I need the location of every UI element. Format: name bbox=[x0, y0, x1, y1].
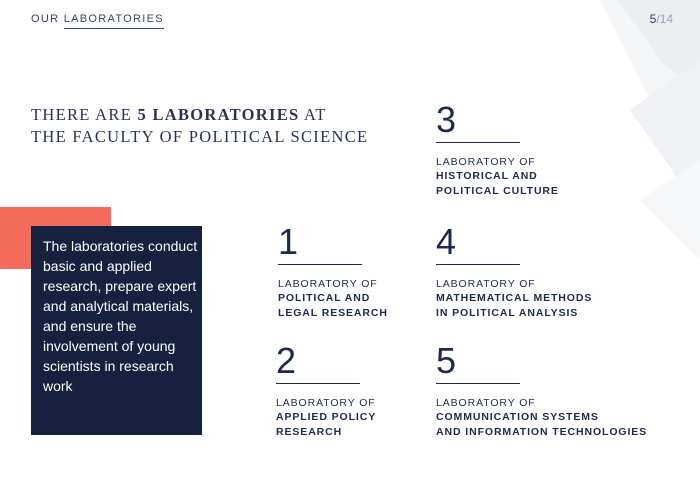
headline bbox=[31, 104, 411, 148]
lab-number: 3 bbox=[436, 99, 457, 140]
page-indicator bbox=[650, 12, 673, 26]
lab-4 bbox=[436, 222, 592, 321]
lab-number: 4 bbox=[436, 221, 457, 262]
lab-prefix: LABORATORY OF bbox=[278, 278, 378, 290]
headline-part1: THERE ARE bbox=[31, 105, 138, 124]
headline-line2: THE FACULTY OF POLITICAL SCIENCE bbox=[31, 127, 369, 146]
page-total: /14 bbox=[656, 12, 673, 26]
lab-prefix: LABORATORY OF bbox=[436, 156, 536, 168]
lab-2 bbox=[276, 341, 376, 440]
section-header bbox=[31, 13, 164, 25]
page-current: 5 bbox=[649, 12, 657, 26]
lab-divider bbox=[436, 264, 520, 265]
lab-number: 2 bbox=[276, 340, 297, 381]
section-prefix: OUR bbox=[31, 13, 60, 25]
lab-number: 5 bbox=[436, 340, 457, 381]
lab-prefix: LABORATORY OF bbox=[436, 397, 536, 409]
lab-name: HISTORICAL AND POLITICAL CULTURE bbox=[436, 170, 559, 197]
lab-number: 1 bbox=[278, 221, 299, 262]
lab-5 bbox=[436, 341, 647, 440]
lab-divider bbox=[276, 383, 360, 384]
section-name: LABORATORIES bbox=[64, 13, 164, 29]
lab-name: POLITICAL AND LEGAL RESEARCH bbox=[278, 292, 388, 319]
lab-prefix: LABORATORY OF bbox=[436, 278, 536, 290]
headline-part2: AT bbox=[299, 105, 327, 124]
lab-name: MATHEMATICAL METHODS IN POLITICAL ANALYSIS bbox=[436, 292, 593, 319]
headline-bold: 5 LABORATORIES bbox=[137, 105, 300, 124]
lab-divider bbox=[436, 383, 520, 384]
lab-name: COMMUNICATION SYSTEMS AND INFORMATION TECHNOLOGIES bbox=[436, 411, 648, 438]
intro-text: The laboratories conduct basic and applied research, prepare expert and analytical materials, and ensure the involvement of young scientists in research work bbox=[43, 238, 198, 394]
lab-1 bbox=[278, 222, 388, 321]
lab-divider bbox=[278, 264, 362, 265]
lab-prefix: LABORATORY OF bbox=[276, 397, 376, 409]
lab-divider bbox=[436, 142, 520, 143]
lab-3 bbox=[436, 100, 559, 199]
lab-name: APPLIED POLICY RESEARCH bbox=[276, 411, 377, 438]
